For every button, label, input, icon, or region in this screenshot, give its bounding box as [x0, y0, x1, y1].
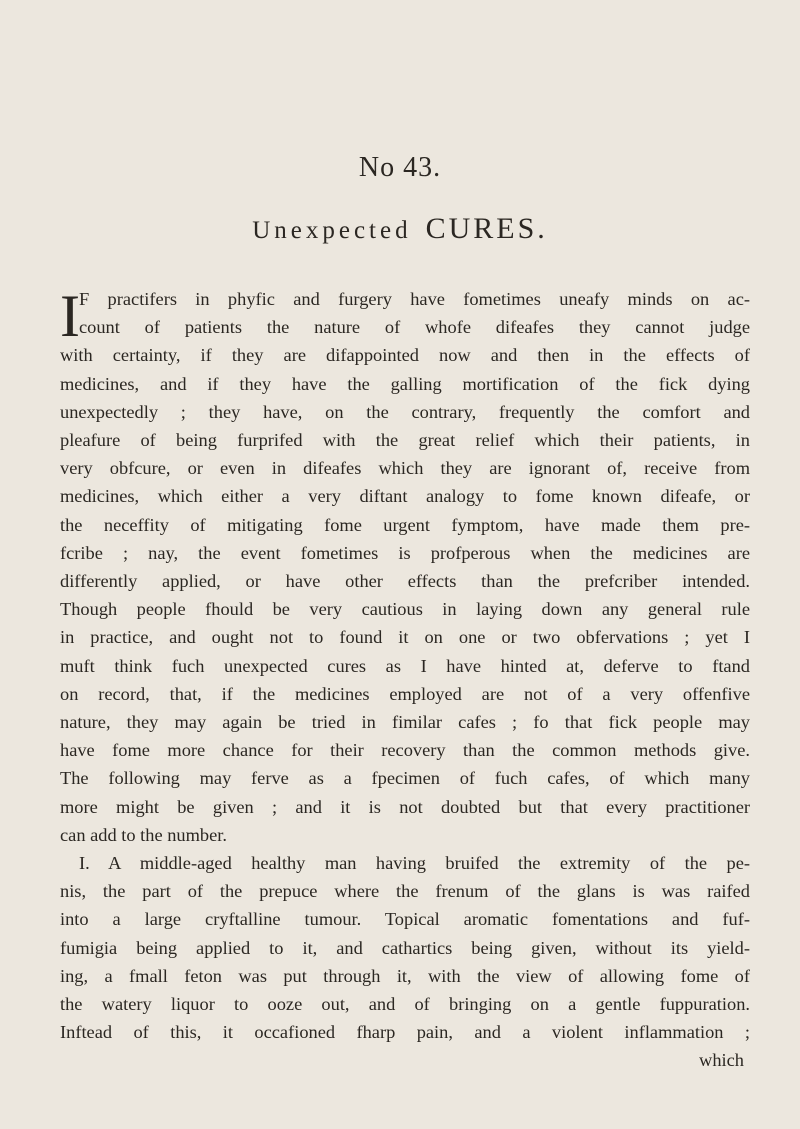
title-big: CURES. — [425, 212, 548, 245]
text-line: pleafure of being furprifed with the great relief which their patients, in — [60, 430, 750, 451]
text-line: more might be given ; and it is not doubted but that every practitioner — [60, 796, 750, 817]
text-line: fcribe ; nay, the event fometimes is profperous when the medicines are — [60, 542, 750, 563]
text-line: muft think fuch unexpected cures as I have hinted at, deferve to ftand — [60, 655, 750, 676]
text-line: I. A middle-aged healthy man having bruifed the extremity of the pe- — [79, 853, 750, 874]
text-line: can add to the number. — [60, 824, 227, 845]
text-line: fumigia being applied to it, and cathartics being given, without its yield- — [60, 937, 750, 958]
text-line: nature, they may again be tried in fimilar cafes ; fo that fick people may — [60, 712, 750, 733]
catchword: which — [699, 1050, 744, 1071]
title-small: Unexpected — [252, 217, 412, 244]
text-line: medicines, which either a very diftant analogy to fome known difeafe, or — [60, 486, 750, 507]
text-line: unexpectedly ; they have, on the contrary, frequently the comfort and — [60, 401, 750, 422]
section-number: No 43. — [358, 152, 442, 183]
text-line: differently applied, or have other effects than the prefcriber intended. — [60, 571, 750, 592]
text-line: count of patients the nature of whofe difeafes they cannot judge — [79, 317, 750, 338]
text-line: have fome more chance for their recovery than the common methods give. — [60, 740, 750, 761]
drop-cap: I — [60, 283, 80, 349]
text-line: with certainty, if they are difappointed now and then in the effects of — [60, 345, 750, 366]
text-line: Inftead of this, it occafioned fharp pain, and a violent inflammation ; — [60, 1022, 750, 1043]
text-line: ing, a fmall feton was put through it, with the view of allowing fome of — [60, 965, 750, 986]
body-text — [60, 285, 750, 1075]
text-line: very obfcure, or even in difeafes which they are ignorant of, receive from — [60, 458, 750, 479]
text-line: the watery liquor to ooze out, and of bringing on a gentle fuppuration. — [60, 994, 750, 1015]
text-line: medicines, and if they have the galling mortification of the fick dying — [60, 373, 750, 394]
text-line: The following may ferve as a fpecimen of fuch cafes, of which many — [60, 768, 750, 789]
section-title — [0, 212, 800, 246]
text-line: on record, that, if the medicines employed are not of a very offenfive — [60, 683, 750, 704]
text-line: the neceffity of mitigating fome urgent fymptom, have made them pre- — [60, 514, 750, 535]
text-line: Though people fhould be very cautious in laying down any general rule — [60, 599, 750, 620]
text-line: F practifers in phyfic and furgery have fometimes uneafy minds on ac- — [79, 289, 750, 309]
text-line: in practice, and ought not to found it on one or two obfervations ; yet I — [60, 627, 750, 648]
text-line: nis, the part of the prepuce where the frenum of the glans is was raifed — [60, 881, 750, 902]
text-line: into a large cryftalline tumour. Topical aromatic fomentations and fuf- — [60, 909, 750, 930]
